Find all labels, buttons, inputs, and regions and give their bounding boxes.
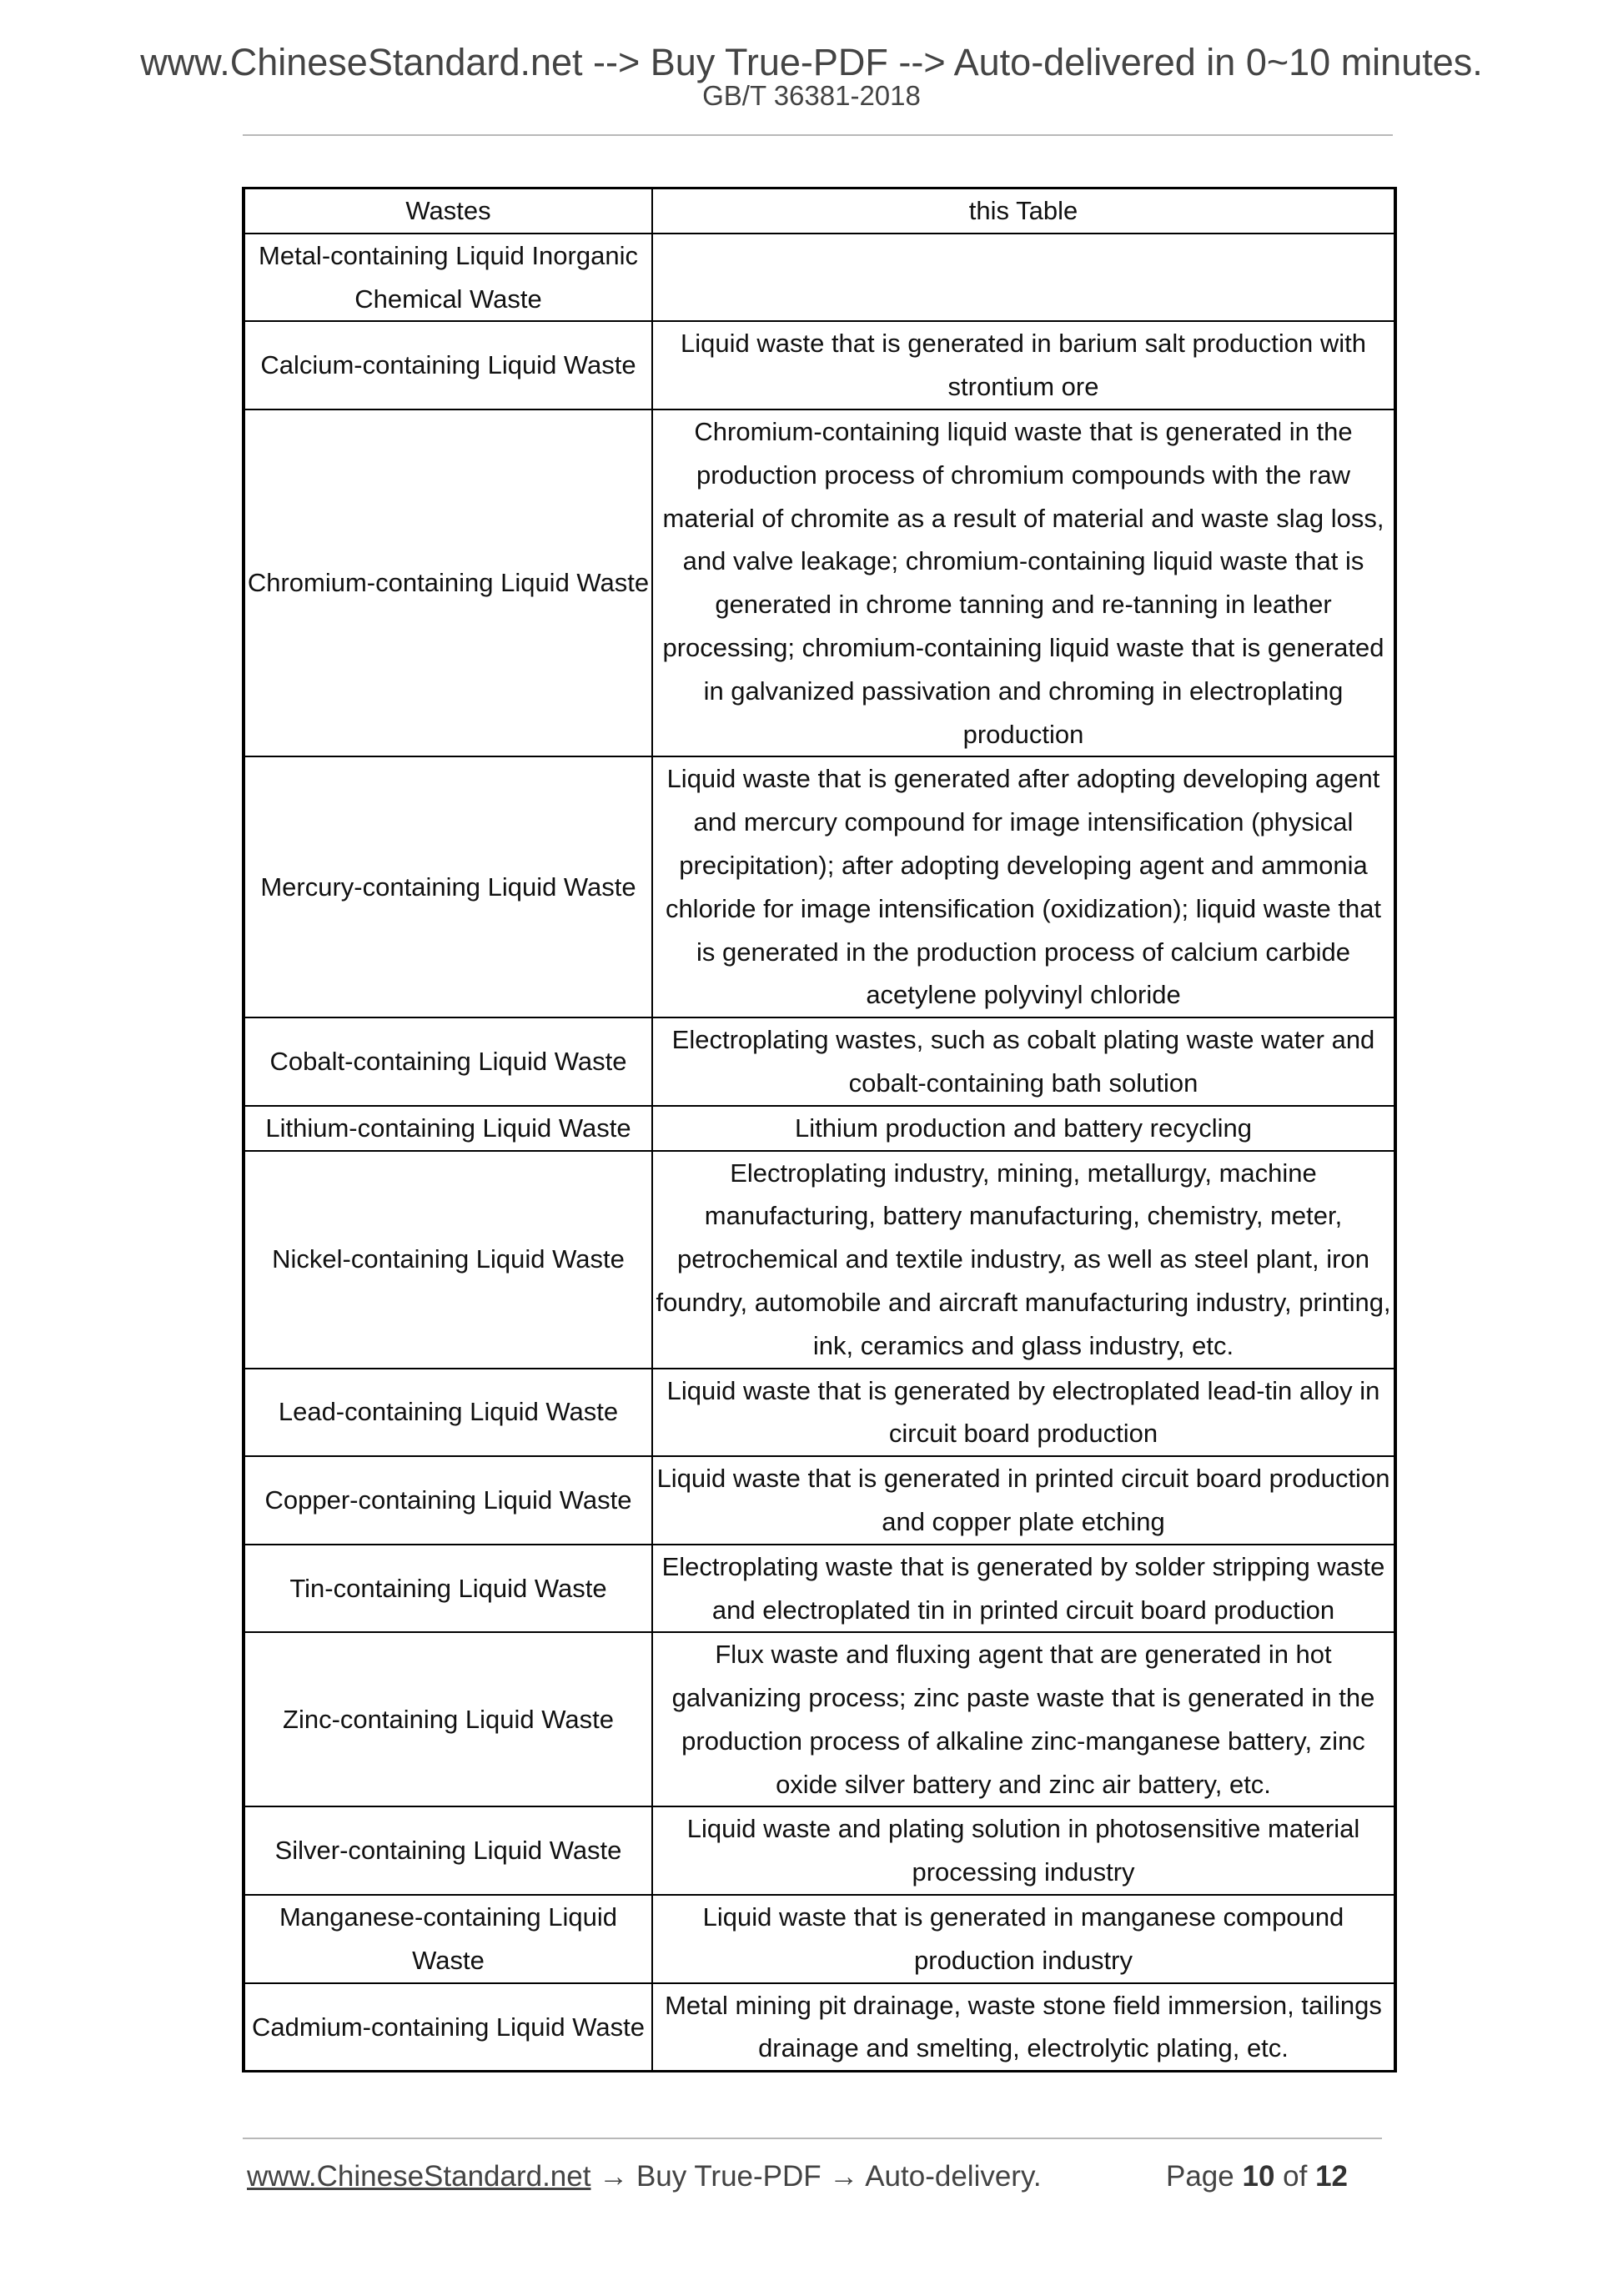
waste-type-cell: Nickel-containing Liquid Waste [244,1151,652,1369]
footer-buy-text: Buy True-PDF [636,2160,822,2193]
page-number: 10 [1242,2160,1275,2193]
table-row [244,1369,1395,1457]
waste-type-cell: Lead-containing Liquid Waste [244,1369,652,1457]
waste-type-cell: Zinc-containing Liquid Waste [244,1632,652,1806]
waste-classification-table [242,187,1397,2072]
table-row [244,409,1395,756]
table-row [244,1895,1395,1983]
waste-description-cell: Liquid waste and plating solution in photosensitive material processing industry [652,1806,1395,1895]
table-header-row [244,188,1395,234]
waste-description-cell: Electroplating industry, mining, metallurgy, machine manufacturing, battery manufacturing, chemistry, meter, petrochemical and textile industry, as well as steel plant, iron foundry, automobile and aircraft manufacturing industry, printing, ink, ceramics and glass industry, etc. [652,1151,1395,1369]
of-label: of [1283,2160,1308,2193]
table-row [244,321,1395,409]
waste-type-cell: Chromium-containing Liquid Waste [244,409,652,756]
waste-description-cell: Liquid waste that is generated after adopting developing agent and mercury compound for image intensification (physical precipitation); after adopting developing agent and ammonia chloride for image intensification (oxidization); liquid waste that is generated in the production process of calcium carbide acetylene polyvinyl chloride [652,756,1395,1017]
page-label: Page [1166,2160,1234,2193]
standard-code: GB/T 36381-2018 [702,80,921,111]
page-indicator [1166,2162,1348,2191]
table-row [244,1806,1395,1895]
waste-description-cell: Liquid waste that is generated in printed circuit board production and copper plate etching [652,1456,1395,1545]
footer-delivery-text: Auto-delivery. [865,2160,1042,2193]
table-row [244,1632,1395,1806]
waste-description-cell: Lithium production and battery recycling [652,1106,1395,1151]
waste-description-cell: Liquid waste that is generated by electroplated lead-tin alloy in circuit board production [652,1369,1395,1457]
waste-description-cell: Flux waste and fluxing agent that are generated in hot galvanizing process; zinc paste waste that is generated in the production process of alkaline zinc-manganese battery, zinc oxide silver battery and zinc air battery, etc. [652,1632,1395,1806]
column-header-wastes: Wastes [244,188,652,234]
footer-promo [247,2162,1042,2191]
table-row [244,1151,1395,1369]
waste-description-cell: Electroplating wastes, such as cobalt plating waste water and cobalt-containing bath solution [652,1017,1395,1106]
waste-type-cell: Manganese-containing Liquid Waste [244,1895,652,1983]
table-row [244,1983,1395,2072]
page-total: 12 [1315,2160,1349,2193]
waste-type-cell: Tin-containing Liquid Waste [244,1545,652,1633]
waste-description-cell: Chromium-containing liquid waste that is generated in the production process of chromium compounds with the raw material of chromite as a result of material and waste slag loss, and valve leakage; chromium-containing liquid waste that is generated in chrome tanning and re-tanning in leather processing; chromium-containing liquid waste that is generated in galvanized passivation and chroming in electroplating production [652,409,1395,756]
waste-description-cell [652,234,1395,322]
waste-description-cell: Liquid waste that is generated in manganese compound production industry [652,1895,1395,1983]
waste-type-cell: Cobalt-containing Liquid Waste [244,1017,652,1106]
site-banner: www.ChineseStandard.net --> Buy True-PDF --> Auto-delivered in 0~10 minutes. [140,41,1483,83]
table-row [244,234,1395,322]
waste-type-cell: Cadmium-containing Liquid Waste [244,1983,652,2072]
waste-type-cell: Metal-containing Liquid Inorganic Chemical Waste [244,234,652,322]
waste-type-cell: Calcium-containing Liquid Waste [244,321,652,409]
waste-type-cell: Mercury-containing Liquid Waste [244,756,652,1017]
table-row [244,1545,1395,1633]
waste-type-cell: Lithium-containing Liquid Waste [244,1106,652,1151]
footer-divider [243,2138,1382,2139]
arrow-icon: → [829,2160,859,2193]
waste-description-cell: Electroplating waste that is generated by solder stripping waste and electroplated tin in printed circuit board production [652,1545,1395,1633]
table-row [244,1456,1395,1545]
footer-site-link[interactable]: www.ChineseStandard.net [247,2160,591,2193]
header-divider [243,134,1393,136]
arrow-icon: → [599,2160,629,2193]
table-row [244,1106,1395,1151]
waste-description-cell: Metal mining pit drainage, waste stone field immersion, tailings drainage and smelting, electrolytic plating, etc. [652,1983,1395,2072]
waste-type-cell: Copper-containing Liquid Waste [244,1456,652,1545]
table-row [244,756,1395,1017]
table-row [244,1017,1395,1106]
waste-type-cell: Silver-containing Liquid Waste [244,1806,652,1895]
waste-description-cell: Liquid waste that is generated in barium salt production with strontium ore [652,321,1395,409]
column-header-description: this Table [652,188,1395,234]
